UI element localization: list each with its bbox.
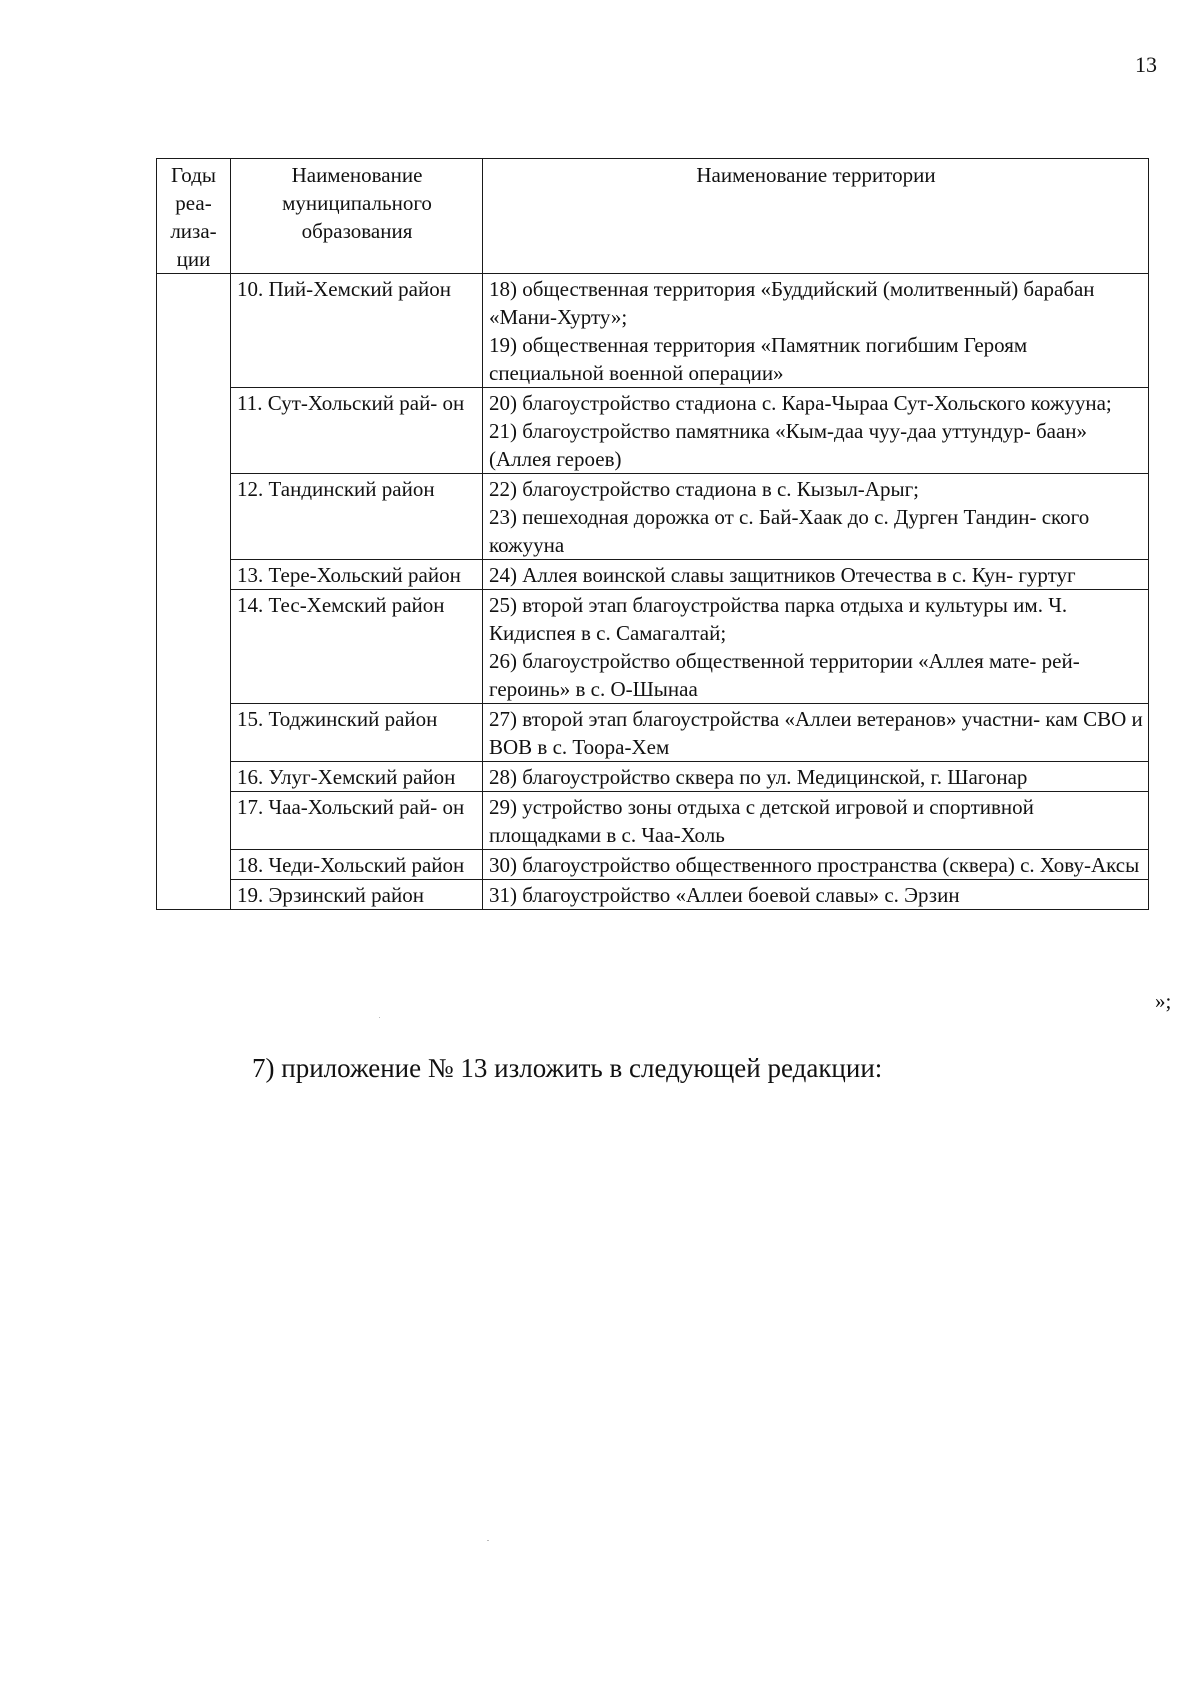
territory-cell xyxy=(483,474,1149,560)
scan-speck xyxy=(379,1017,380,1018)
closing-quote: »; xyxy=(1155,989,1172,1013)
amendment-paragraph: 7) приложение № 13 изложить в следующей редакции: xyxy=(252,1053,883,1083)
territory-item: 31) благоустройство «Аллеи боевой славы» с. Эрзин xyxy=(489,883,960,907)
territory-cell xyxy=(483,850,1149,880)
header-municipality: Наименование муниципального образования xyxy=(231,159,483,274)
territories-table xyxy=(156,158,1149,910)
scan-speck xyxy=(487,1540,489,1541)
territory-cell xyxy=(483,704,1149,762)
table-row xyxy=(157,474,1149,560)
municipality-cell: 19. Эрзинский район xyxy=(231,880,483,910)
territory-item: 23) пешеходная дорожка от с. Бай-Хаак до с. Дурген Тандин- ского кожууна xyxy=(489,505,1090,557)
territories-table-wrapper xyxy=(156,158,1149,910)
territory-cell xyxy=(483,274,1149,388)
table-row xyxy=(157,704,1149,762)
municipality-cell: 13. Тере-Хольский район xyxy=(231,560,483,590)
municipality-cell: 18. Чеди-Хольский район xyxy=(231,850,483,880)
municipality-cell: 10. Пий-Хемский район xyxy=(231,274,483,388)
table-row xyxy=(157,850,1149,880)
territory-cell xyxy=(483,590,1149,704)
territory-item: 18) общественная территория «Буддийский (молитвенный) барабан «Мани-Хурту»; xyxy=(489,277,1095,329)
table-body xyxy=(157,274,1149,910)
table-row xyxy=(157,880,1149,910)
territory-item: 27) второй этап благоустройства «Аллеи ветеранов» участни- кам СВО и ВОВ в с. Тоора-Хем xyxy=(489,707,1143,759)
territory-cell xyxy=(483,388,1149,474)
territory-cell xyxy=(483,762,1149,792)
territory-item: 25) второй этап благоустройства парка отдыха и культуры им. Ч. Кидиспея в с. Самагалтай; xyxy=(489,593,1068,645)
municipality-cell: 12. Тандинский район xyxy=(231,474,483,560)
territory-item: 28) благоустройство сквера по ул. Медицинской, г. Шагонар xyxy=(489,765,1028,789)
years-cell xyxy=(157,274,231,910)
territory-item: 24) Аллея воинской славы защитников Отечества в с. Кун- гуртуг xyxy=(489,563,1076,587)
municipality-cell: 11. Сут-Хольский рай- он xyxy=(231,388,483,474)
table-row xyxy=(157,388,1149,474)
municipality-cell: 15. Тоджинский район xyxy=(231,704,483,762)
territory-cell xyxy=(483,792,1149,850)
territory-item: 21) благоустройство памятника «Кым-даа чуу-даа уттундур- баан» (Аллея героев) xyxy=(489,419,1088,471)
municipality-cell: 16. Улуг-Хемский район xyxy=(231,762,483,792)
territory-item: 29) устройство зоны отдыха с детской игровой и спортивной площадками в с. Чаа-Холь xyxy=(489,795,1034,847)
territory-cell xyxy=(483,560,1149,590)
table-row xyxy=(157,792,1149,850)
header-years: Годы реа- лиза- ции xyxy=(157,159,231,274)
territory-item: 26) благоустройство общественной территории «Аллея мате- рей-героинь» в с. О-Шынаа xyxy=(489,649,1080,701)
municipality-cell: 17. Чаа-Хольский рай- он xyxy=(231,792,483,850)
table-header-row xyxy=(157,159,1149,274)
header-territory: Наименование территории xyxy=(483,159,1149,274)
table-row xyxy=(157,762,1149,792)
territory-item: 19) общественная территория «Памятник погибшим Героям специальной военной операции» xyxy=(489,333,1028,385)
municipality-cell: 14. Тес-Хемский район xyxy=(231,590,483,704)
territory-cell xyxy=(483,880,1149,910)
territory-item: 22) благоустройство стадиона в с. Кызыл-Арыг; xyxy=(489,477,920,501)
page-number: 13 xyxy=(1135,52,1157,77)
table-row xyxy=(157,560,1149,590)
table-row xyxy=(157,590,1149,704)
territory-item: 20) благоустройство стадиона с. Кара-Чыраа Сут-Хольского кожууна; xyxy=(489,391,1112,415)
territory-item: 30) благоустройство общественного пространства (сквера) с. Хову-Аксы xyxy=(489,853,1140,877)
table-row xyxy=(157,274,1149,388)
